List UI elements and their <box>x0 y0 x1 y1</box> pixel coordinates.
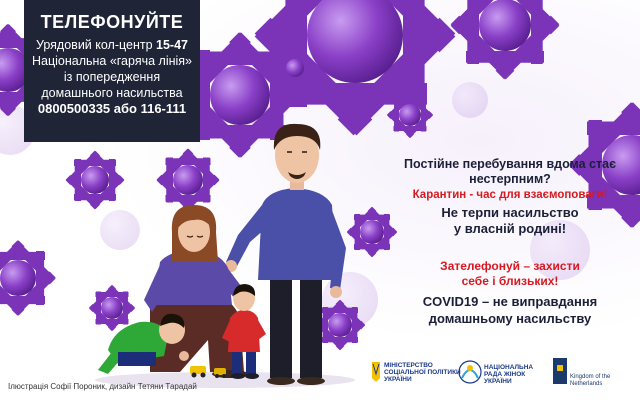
ministry-line-3: УКРАЇНИ <box>384 376 412 383</box>
council-line-3: УКРАЇНИ <box>484 378 512 385</box>
ministry-line-2: СОЦІАЛЬНОЇ ПОЛІТИКИ <box>384 369 461 376</box>
call-protect-text <box>390 259 630 289</box>
covid-text <box>390 293 630 327</box>
call-protect-line-2: себе і близьких! <box>461 274 559 288</box>
hotline-box <box>24 0 200 142</box>
call-center-number: 15-47 <box>156 38 189 52</box>
family-illustration <box>95 124 355 388</box>
question-line-1: Постійне перебування вдома стає <box>404 157 616 171</box>
hotline-line: Національна «гаряча лінія» <box>31 54 193 68</box>
netherlands-logo <box>553 358 567 384</box>
netherlands-logo-text: Kingdom of the Netherlands <box>570 374 611 387</box>
council-line-2: РАДА ЖІНОК <box>484 371 526 378</box>
covid-line-2: домашньому насильству <box>428 311 592 326</box>
ministry-line-1: МІНІСТЕРСТВО <box>384 362 433 369</box>
call-center-label: Урядовий кол-центр <box>35 38 153 52</box>
virus-mid <box>166 158 210 202</box>
call-title: ТЕЛЕФОНУЙТЕ <box>40 12 184 32</box>
quarantine-text: Карантин - час для взаємоповаги! <box>412 189 608 201</box>
ministry-logo <box>372 362 380 382</box>
ministry-logo-text <box>384 362 461 383</box>
council-logo <box>459 361 481 383</box>
hotline-line-3: домашнього насильства <box>41 86 183 100</box>
virus-top-right <box>467 0 542 63</box>
question-line-2: нестерпним? <box>469 172 551 186</box>
hotline-numbers: 0800500335 або 116-111 <box>37 101 187 116</box>
hotline-line-2: із попередження <box>63 70 161 84</box>
call-center-line <box>24 37 200 53</box>
question-text <box>390 157 630 187</box>
council-line-1: НАЦІОНАЛЬНА <box>484 364 534 371</box>
virus-medium <box>197 52 284 139</box>
no-violence-text <box>390 205 630 237</box>
no-violence-line-2: у власній родині! <box>453 221 567 236</box>
virus-bottom <box>323 308 358 343</box>
virus-large <box>285 0 424 105</box>
illustration-credit: Ілюстрація Софії Пороник, дизайн Тетяни Тарадай <box>8 382 197 391</box>
covid-line-1: COVID19 – не виправдання <box>422 294 598 309</box>
no-violence-line-1: Не терпи насильство <box>441 205 579 220</box>
council-logo-text <box>484 364 533 385</box>
call-protect-line-1: Зателефонуй – захисти <box>440 259 580 273</box>
